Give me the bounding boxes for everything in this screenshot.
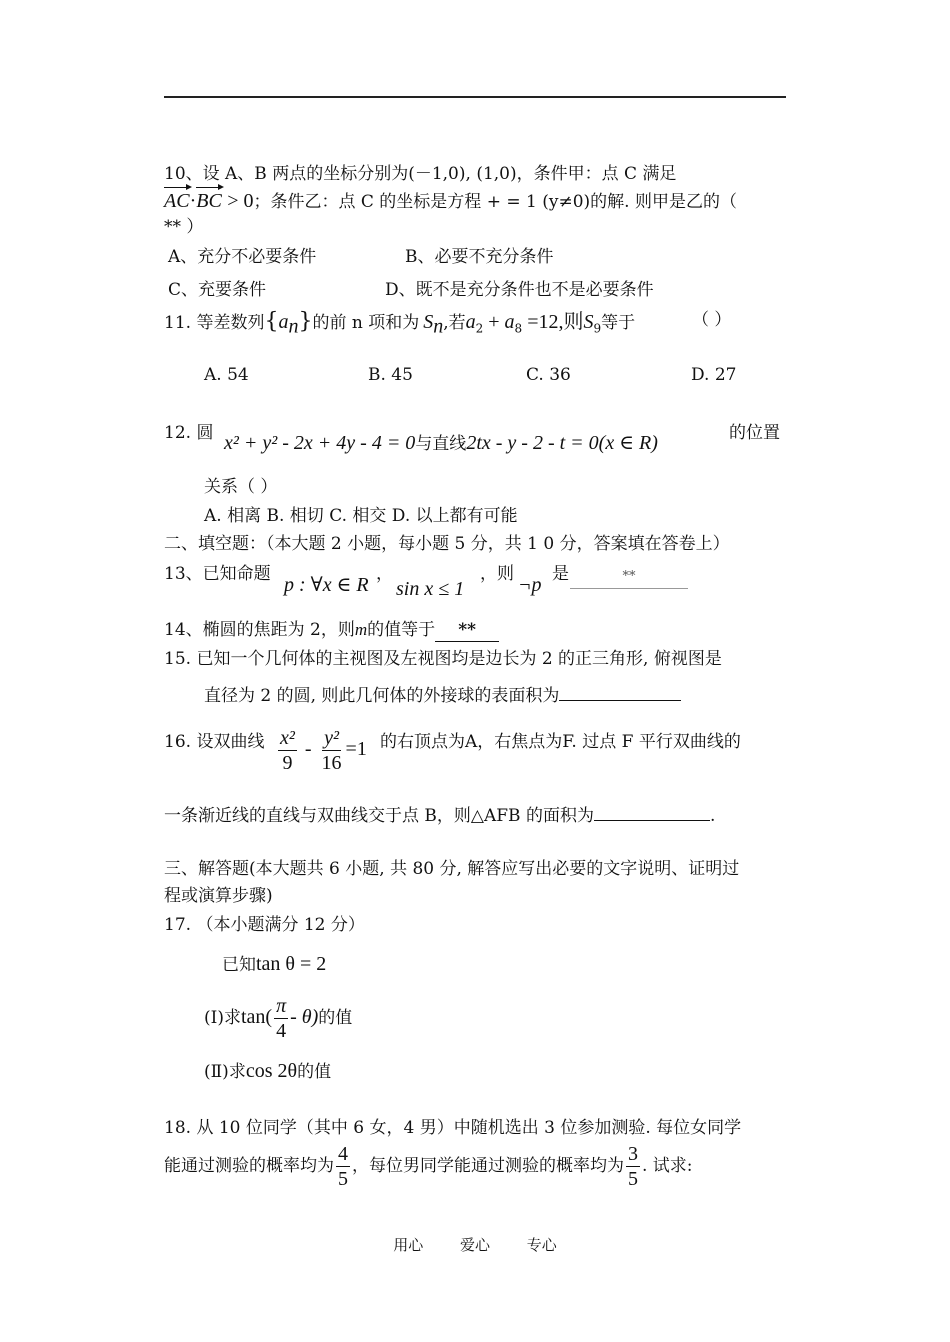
header-rule [164, 96, 786, 98]
a8-sub: 8 [514, 321, 523, 336]
frac-num-3: 3 [628, 1143, 638, 1165]
q16-suffix: 的右顶点为A，右焦点为F. 过点 F 平行双曲线的 [380, 732, 741, 752]
q11-line [164, 311, 635, 339]
seq-a: a [278, 311, 289, 333]
q14-prefix: 14、椭圆的焦距为 2，则 [164, 620, 355, 640]
q11-cond-pre: ,若 [443, 313, 466, 333]
q16-text: 一条渐近线的直线与双曲线交于点 B，则△AFB 的面积为 [164, 806, 594, 826]
q16-answer-blank [594, 802, 710, 821]
tan-theta-eq: tan θ = 2 [256, 953, 327, 975]
q18-text-end: . 试求: [642, 1156, 693, 1176]
q14-line [164, 619, 499, 642]
section2-heading: 二、填空题：（本大题 2 小题，每小题 5 分，共 1 0 分，答案填在答卷上） [164, 534, 730, 554]
part1-suffix: 的值 [318, 1008, 353, 1028]
frac-den-16: 16 [321, 752, 342, 774]
section3-line2: 程或演算步骤) [164, 886, 273, 906]
q11-paren: （ ） [692, 310, 732, 330]
q18-line2 [164, 1142, 693, 1191]
fraction-3-5 [626, 1142, 640, 1191]
q16-end: . [709, 806, 716, 826]
q12-equation [224, 432, 658, 455]
footer-word-1: 用心 [393, 1236, 424, 1254]
q10-option-b: B、必要不充分条件 [405, 247, 554, 267]
q10-option-c: C、充要条件 [168, 280, 267, 300]
q11-option-a: A. 54 [204, 365, 249, 385]
sn-sub: n [433, 315, 444, 338]
q13-p-expr [284, 574, 369, 597]
cos-2theta: cos 2θ [245, 1060, 298, 1082]
minus-theta: - θ) [290, 1006, 319, 1028]
q11-eq: =12,则 [522, 311, 584, 333]
frac-num-pi: π [276, 995, 287, 1017]
q15-line2 [204, 682, 681, 707]
line-equation: 2tx - y - 2 - t = 0(x ∈ R) [466, 432, 658, 454]
q11-option-c: C. 36 [526, 365, 571, 385]
q13-negp [518, 574, 542, 597]
a8: a [504, 311, 515, 333]
s9-sub: 9 [593, 321, 602, 336]
minus: - [304, 738, 312, 760]
tan-open: tan( [240, 1006, 273, 1028]
a2: a [465, 311, 476, 333]
q11-mid: 的前 n 项和为 [312, 313, 420, 333]
q17-title: 17. （本小题满分 12 分） [164, 915, 365, 935]
q10-option-a: A、充分不必要条件 [168, 247, 317, 267]
q12-line2: 关系（ ） [204, 477, 278, 497]
eq-one: =1 [345, 738, 367, 760]
neg-p: ¬p [518, 574, 542, 596]
q13-comma: ， [376, 564, 393, 584]
q17-given [222, 953, 326, 976]
q11-suffix: 等于 [601, 313, 636, 333]
q15-text: 直径为 2 的圆, 则此几何体的外接球的表面积为 [204, 686, 560, 706]
q11-option-d: D. 27 [691, 365, 737, 385]
q15-line1: 15. 已知一个几何体的主视图及左视图均是边长为 2 的正三角形, 俯视图是 [164, 649, 722, 669]
frac-den-4: 4 [276, 1020, 287, 1042]
frac-num-4: 4 [338, 1143, 348, 1165]
q13-is: 是 [552, 564, 569, 584]
frac-num-x2: x² [280, 727, 295, 749]
sn: S [423, 311, 434, 333]
part1-label: (Ⅰ)求 [204, 1008, 241, 1028]
dot-operator: · [189, 190, 197, 212]
var-m: m [354, 620, 368, 639]
plus: + [483, 311, 505, 333]
fraction-y2-16 [320, 726, 344, 775]
section3-line1: 三、解答题(本大题共 6 小题, 共 80 分, 解答应写出必要的文字说明、证明过 [164, 859, 740, 879]
q10-condition-b: ；条件乙：点 C 的坐标是方程 + = 1 (y≠0)的解. 则甲是乙的（ [253, 192, 737, 212]
q16-hyperbola [276, 726, 367, 775]
footer-word-2: 爱心 [459, 1236, 490, 1254]
q17-part1 [204, 994, 352, 1043]
left-brace: { [264, 309, 279, 334]
q12-prefix: 12. 圆 [164, 423, 214, 443]
q12-suffix: 的位置 [729, 423, 780, 443]
q14-answer-blank: ** [435, 619, 499, 642]
given-label: 已知 [222, 955, 256, 975]
q16-prefix: 16. 设双曲线 [164, 732, 265, 752]
part2-suffix: 的值 [297, 1062, 332, 1082]
q11-option-b: B. 45 [368, 365, 413, 385]
q11-prefix: 11. 等差数列 [164, 313, 265, 333]
p-expression: p : ∀x ∈ R [284, 574, 369, 596]
q12-options: A. 相离 B. 相切 C. 相交 D. 以上都有可能 [204, 506, 518, 526]
vector-ac: AC [164, 190, 190, 212]
q13-answer-blank: ** [570, 566, 688, 589]
seq-sub: n [288, 315, 299, 338]
gt-zero: > 0 [227, 190, 254, 212]
q10-line3: ** ） [164, 217, 204, 237]
q13-prefix: 13、已知命题 [164, 564, 271, 584]
page-footer [0, 1234, 950, 1255]
q10-line2 [164, 190, 737, 213]
q13-sin-expr [396, 578, 464, 601]
q16-line2 [164, 802, 715, 827]
q18-text-a: 能通过测验的概率均为 [164, 1156, 334, 1176]
q10-line1: 10、设 A、B 两点的坐标分别为(－1,0), (1,0)，条件甲：点 C 满足 [164, 164, 677, 184]
q15-answer-blank [559, 682, 681, 701]
footer-word-3: 专心 [526, 1236, 557, 1254]
frac-den-9: 9 [282, 752, 293, 774]
q13-then: ，则 [480, 564, 514, 584]
sin-expression: sin x ≤ 1 [396, 578, 465, 600]
fraction-4-5 [336, 1142, 350, 1191]
q18-line1: 18. 从 10 位同学（其中 6 女，4 男）中随机选出 3 位参加测验. 每位女同学 [164, 1118, 742, 1138]
frac-den-5b: 5 [628, 1168, 638, 1190]
q17-part2 [204, 1060, 331, 1083]
frac-den-5: 5 [338, 1168, 348, 1190]
q10-option-d: D、既不是充分条件也不是必要条件 [385, 280, 654, 300]
circle-equation: x² + y² - 2x + 4y - 4 = 0 [224, 432, 416, 454]
q12-middle: 与直线 [415, 434, 467, 454]
fraction-x2-9 [278, 726, 297, 775]
vector-bc: BC [196, 190, 222, 212]
part2-label: (Ⅱ)求 [204, 1062, 246, 1082]
s9: S [583, 311, 594, 333]
q18-text-b: ，每位男同学能通过测验的概率均为 [352, 1156, 624, 1176]
a2-sub: 2 [475, 321, 484, 336]
right-brace: } [298, 309, 313, 334]
fraction-pi-4 [274, 994, 288, 1043]
q14-suffix: 的值等于 [367, 620, 436, 640]
frac-num-y2: y² [324, 727, 339, 749]
